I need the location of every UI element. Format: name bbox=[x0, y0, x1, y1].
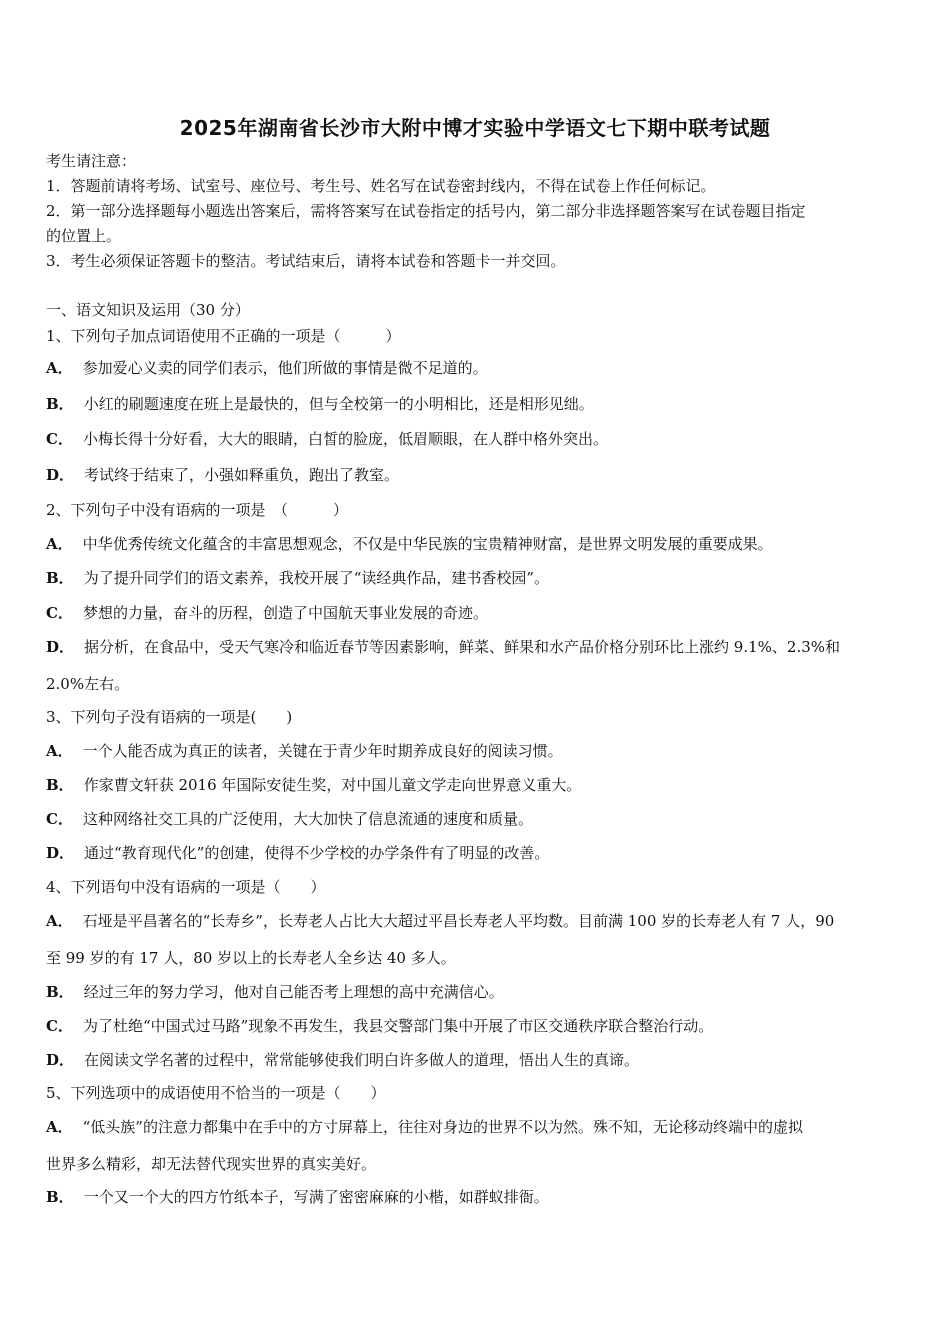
option-text: 在阅读文学名著的过程中，常常能够使我们明白许多做人的道理，悟出人生的真谛。 bbox=[84, 1051, 640, 1069]
option-label: C． bbox=[46, 430, 73, 448]
option-label: C． bbox=[46, 810, 73, 828]
page-title: 2025年湖南省长沙市大附中博才实验中学语文七下期中联考试题 bbox=[179, 116, 771, 140]
option-label: C． bbox=[46, 604, 73, 622]
option-continuation: 世界多么精彩，却无法替代现实世界的真实美好。 bbox=[46, 1155, 377, 1173]
question-stem: 1、下列句子加点词语使用不正确的一项是（ ） bbox=[46, 327, 401, 345]
option-text: 小红的刷题速度在班上是最快的，但与全校第一的小明相比，还是相形见绌。 bbox=[83, 395, 594, 413]
option-text: 中华优秀传统文化蕴含的丰富思想观念，不仅是中华民族的宝贵精神财富，是世界文明发展的重要成果。 bbox=[82, 535, 773, 553]
option-text: 一个又一个大的四方竹纸本子，写满了密密麻麻的小楷，如群蚁排衙。 bbox=[83, 1188, 549, 1206]
option bbox=[46, 741, 563, 761]
option-text: 一个人能否成为真正的读者，关键在于青少年时期养成良好的阅读习惯。 bbox=[82, 742, 563, 760]
option-text: 参加爱心义卖的同学们表示，他们所做的事情是微不足道的。 bbox=[82, 359, 488, 377]
notice-item: 的位置上。 bbox=[46, 227, 122, 245]
section-heading: 一、语文知识及运用（30 分） bbox=[46, 301, 250, 319]
option bbox=[46, 775, 581, 795]
option-text: 考试终于结束了，小强如释重负，跑出了教室。 bbox=[84, 466, 400, 484]
option-label: B． bbox=[46, 983, 74, 1001]
option-label: A． bbox=[46, 1118, 73, 1136]
option-continuation: 至 99 岁的有 17 人，80 岁以上的长寿老人全乡达 40 多人。 bbox=[46, 949, 456, 967]
option-text: 小梅长得十分好看，大大的眼睛，白皙的脸庞，低眉顺眼，在人群中格外突出。 bbox=[82, 430, 608, 448]
question-stem: 2、下列句子中没有语病的一项是 （ ） bbox=[46, 501, 349, 519]
question-stem: 3、下列句子没有语病的一项是( ) bbox=[46, 708, 293, 726]
option bbox=[46, 809, 533, 829]
option-label: A． bbox=[46, 535, 73, 553]
option bbox=[46, 1187, 549, 1207]
option-label: D． bbox=[46, 638, 75, 656]
notice-item: 1．答题前请将考场、试室号、座位号、考生号、姓名写在试卷密封线内，不得在试卷上作任何标记。 bbox=[46, 177, 716, 195]
option bbox=[46, 637, 840, 657]
option-label: C． bbox=[46, 1017, 73, 1035]
option-text: 据分析，在食品中，受天气寒冷和临近春节等因素影响，鲜菜、鲜果和水产品价格分别环比上涨约 9.1%、2.3%和 bbox=[84, 638, 841, 656]
option-label: B． bbox=[46, 569, 74, 587]
option bbox=[46, 1016, 713, 1036]
option-text: 经过三年的努力学习，他对自己能否考上理想的高中充满信心。 bbox=[83, 983, 504, 1001]
option-text: 为了提升同学们的语文素养，我校开展了“读经典作品，建书香校园”。 bbox=[83, 569, 550, 587]
option-text: 这种网络社交工具的广泛使用，大大加快了信息流通的速度和质量。 bbox=[82, 810, 533, 828]
notice-item: 2．第一部分选择题每小题选出答案后，需将答案写在试卷指定的括号内，第二部分非选择题答案写在试卷题目指定 bbox=[46, 202, 806, 220]
option bbox=[46, 1050, 639, 1070]
option bbox=[46, 843, 549, 863]
option-label: A． bbox=[46, 742, 73, 760]
option-label: B． bbox=[46, 776, 74, 794]
notice-item: 3．考生必须保证答题卡的整洁。考试结束后，请将本试卷和答题卡一并交回。 bbox=[46, 252, 566, 270]
option bbox=[46, 358, 488, 378]
option-text: 为了杜绝“中国式过马路”现象不再发生，我县交警部门集中开展了市区交通秩序联合整治行动。 bbox=[82, 1017, 714, 1035]
option-label: D． bbox=[46, 1051, 75, 1069]
option bbox=[46, 568, 549, 588]
option-text: 作家曹文轩获 2016 年国际安徒生奖，对中国儿童文学走向世界意义重大。 bbox=[83, 776, 582, 794]
option-label: A． bbox=[46, 912, 73, 930]
option bbox=[46, 982, 504, 1002]
option-label: D． bbox=[46, 466, 75, 484]
option bbox=[46, 911, 834, 931]
question-stem: 5、下列选项中的成语使用不恰当的一项是（ ） bbox=[46, 1084, 386, 1102]
option-label: B． bbox=[46, 1188, 74, 1206]
option-text: 石垭是平昌著名的“长寿乡”，长寿老人占比大大超过平昌长寿老人平均数。目前满 100 岁的长寿老人有 7 人，90 bbox=[82, 912, 835, 930]
notice-heading: 考生请注意： bbox=[46, 152, 137, 170]
option bbox=[46, 465, 399, 485]
question-stem: 4、下列语句中没有语病的一项是（ ） bbox=[46, 878, 326, 896]
option bbox=[46, 1117, 803, 1137]
option-label: B． bbox=[46, 395, 74, 413]
option bbox=[46, 429, 608, 449]
option-text: 梦想的力量，奋斗的历程，创造了中国航天事业发展的奇迹。 bbox=[82, 604, 488, 622]
option bbox=[46, 603, 488, 623]
option-label: D． bbox=[46, 844, 75, 862]
option-continuation: 2.0%左右。 bbox=[46, 675, 130, 693]
option bbox=[46, 394, 594, 414]
option bbox=[46, 534, 773, 554]
option-text: 通过“教育现代化”的创建，使得不少学校的办学条件有了明显的改善。 bbox=[84, 844, 550, 862]
option-label: A． bbox=[46, 359, 73, 377]
option-text: “低头族”的注意力都集中在手中的方寸屏幕上，往往对身边的世界不以为然。殊不知，无论移动终端中的虚拟 bbox=[82, 1118, 803, 1136]
